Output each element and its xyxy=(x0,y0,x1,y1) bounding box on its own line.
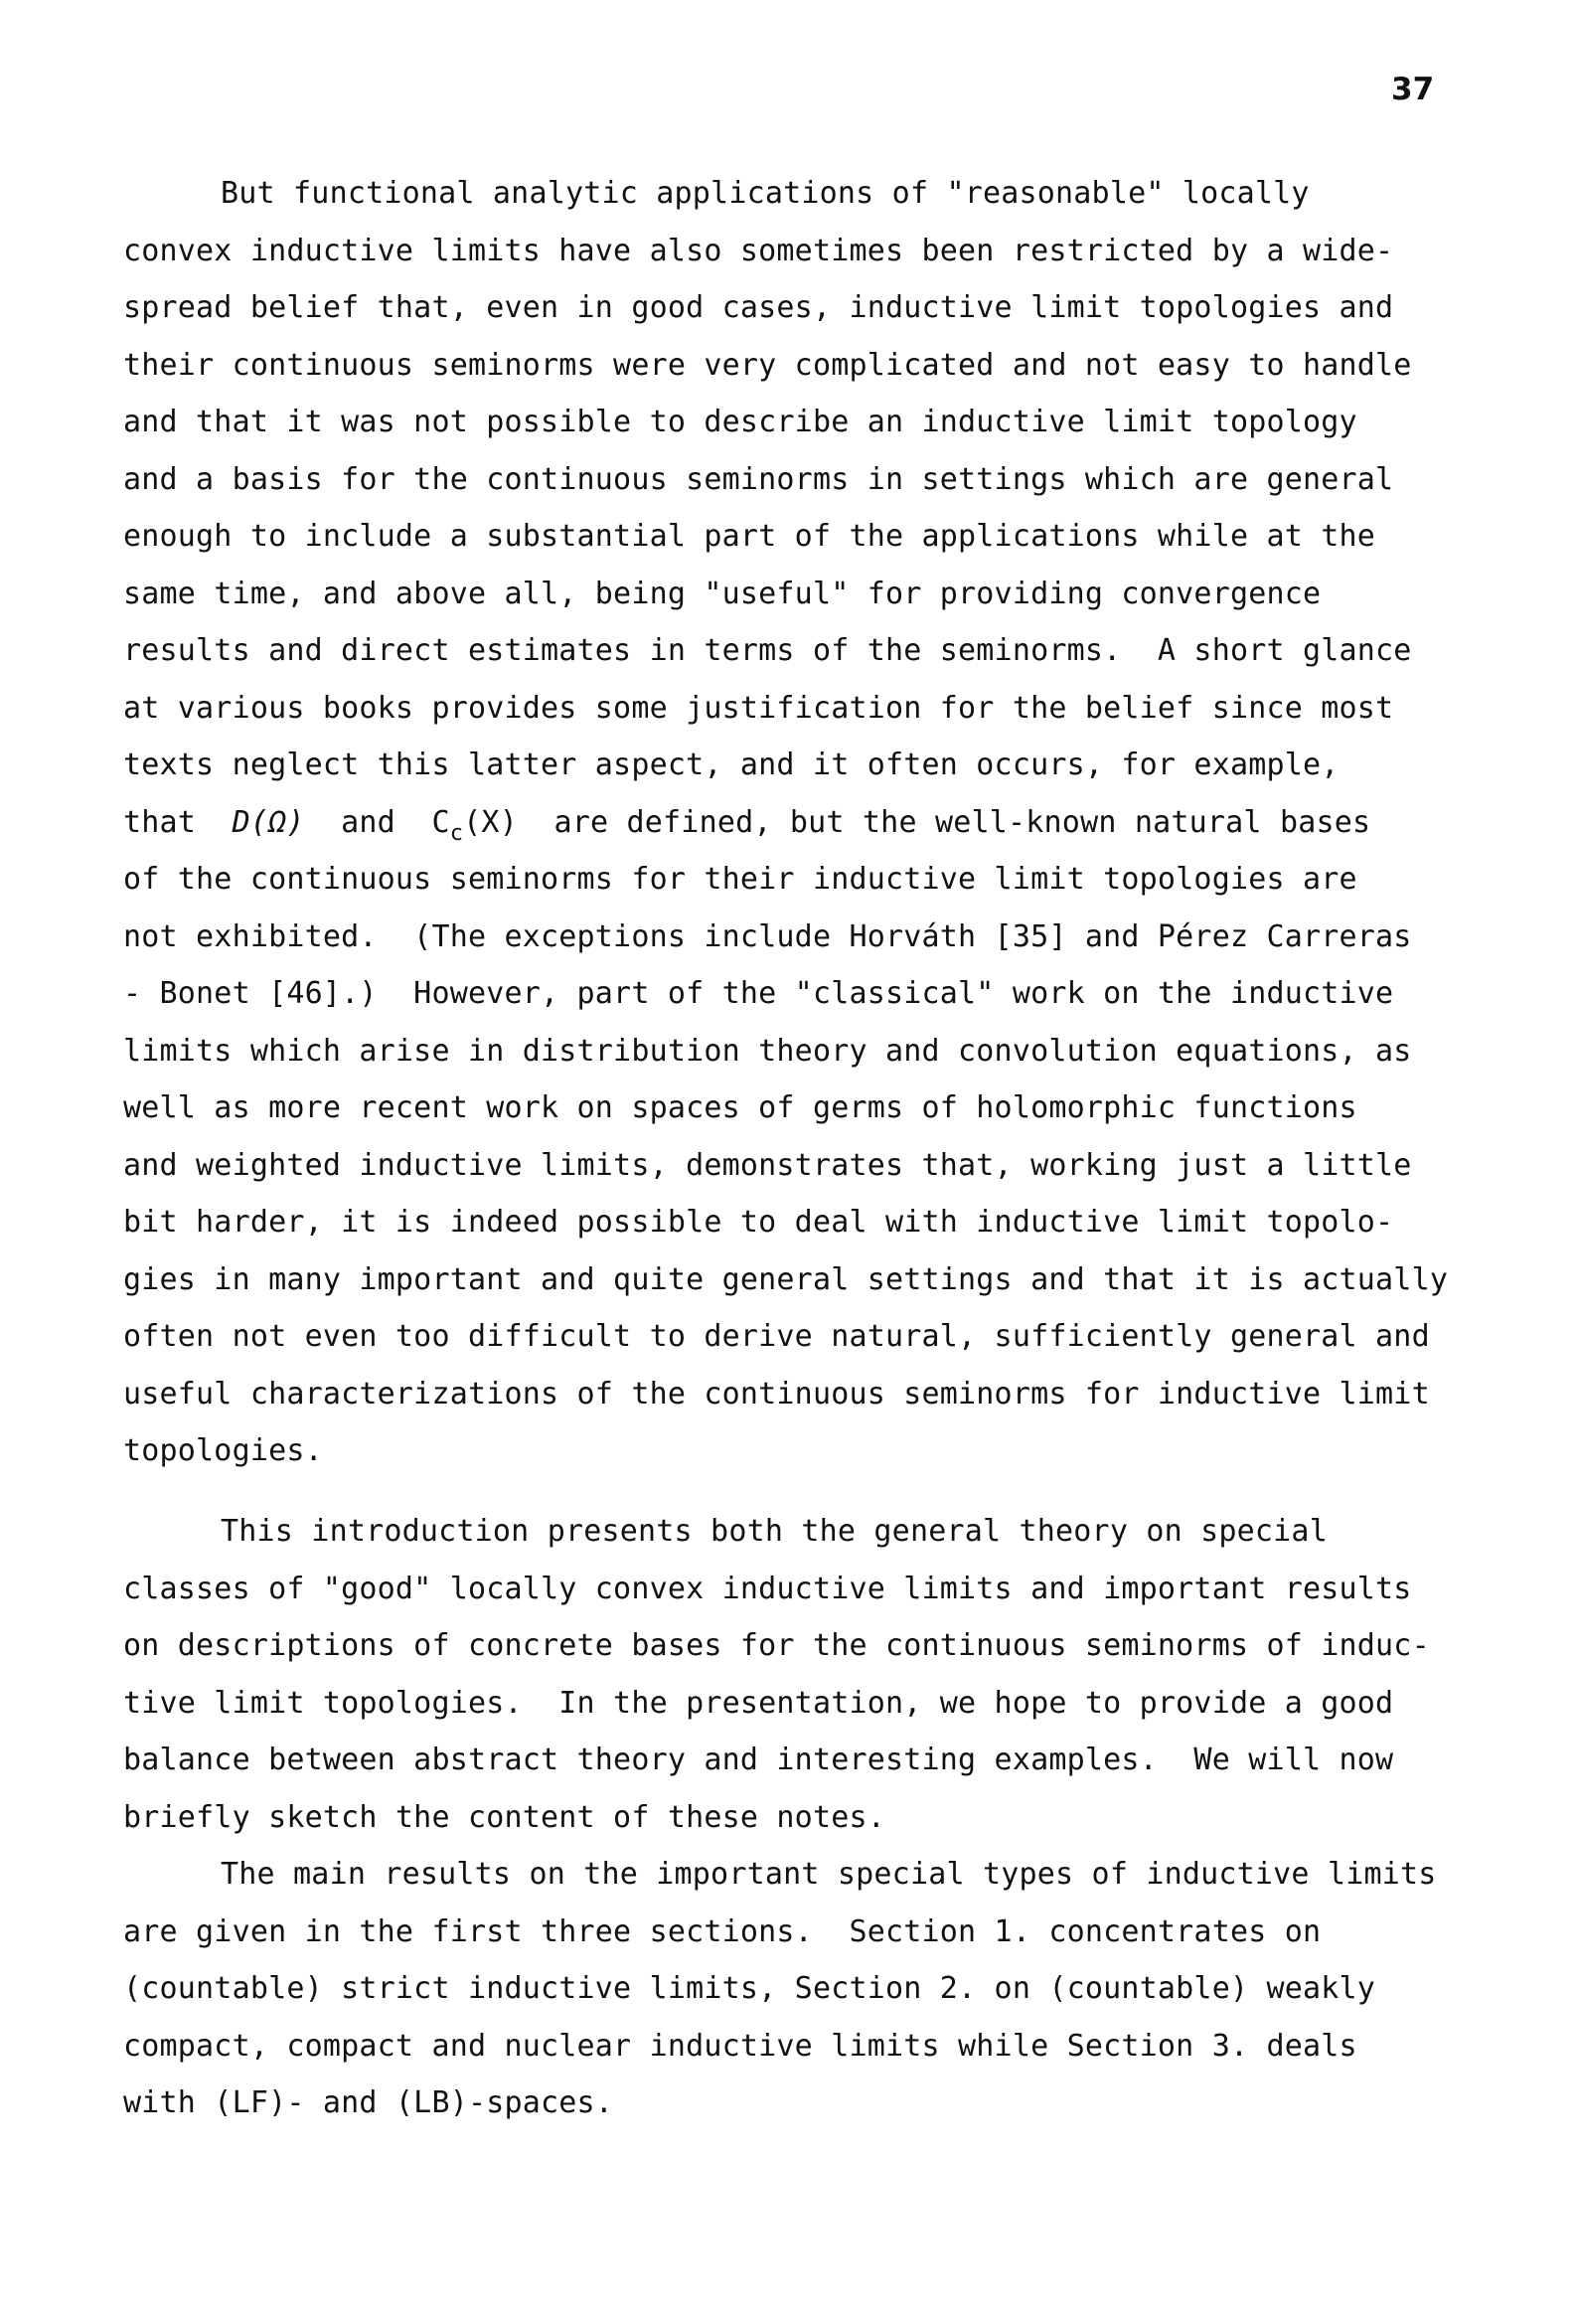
subscript-c: c xyxy=(449,820,464,846)
line-prefix: that xyxy=(123,804,233,840)
text-line: and that it was not possible to describe an inductive limit topology xyxy=(123,405,1357,439)
text-line: briefly sketch the content of these notes. xyxy=(123,1799,885,1835)
text-line: limits which arise in distribution theory and convolution equations, as xyxy=(123,1033,1412,1069)
paragraph-3 xyxy=(123,1846,1455,2132)
text-line: topologies. xyxy=(123,1433,323,1468)
text-line: texts neglect this latter aspect, and it often occurs, for example, xyxy=(123,747,1340,782)
text-line: not exhibited. (The exceptions include Horváth [35] and Pérez Carreras xyxy=(123,918,1412,954)
text-line: compact, compact and nuclear inductive limits while Section 3. deals xyxy=(123,2028,1357,2064)
text-line: - Bonet [46].) However, part of the "classical" work on the inductive xyxy=(123,976,1394,1011)
paragraph-2 xyxy=(123,1503,1455,1846)
text-line: at various books provides some justification for the belief since most xyxy=(123,690,1394,726)
text-line-with-math xyxy=(123,794,1455,852)
text-line: classes of "good" locally convex inductive limits and important results xyxy=(123,1571,1412,1606)
text-line: their continuous seminorms were very complicated and not easy to handle xyxy=(123,347,1412,383)
text-line: This introduction presents both the general theory on special xyxy=(221,1514,1328,1549)
d-omega-symbol: D(Ω) xyxy=(232,804,305,840)
text-line: with (LF)- and (LB)-spaces. xyxy=(123,2085,614,2120)
text-line: But functional analytic applications of "reasonable" locally xyxy=(221,176,1310,211)
text-line: convex inductive limits have also sometimes been restricted by a wide- xyxy=(123,233,1394,268)
text-line: balance between abstract theory and interesting examples. We will now xyxy=(123,1743,1394,1777)
text-line: useful characterizations of the continuous seminorms for inductive limit xyxy=(123,1376,1430,1411)
text-line: The main results on the important special types of inductive limits xyxy=(221,1857,1437,1892)
text-line: well as more recent work on spaces of germs of holomorphic functions xyxy=(123,1090,1357,1125)
text-line: same time, and above all, being "useful" for providing convergence xyxy=(123,576,1322,611)
text-line: (countable) strict inductive limits, Section 2. on (countable) weakly xyxy=(123,1971,1376,2006)
text-line: and weighted inductive limits, demonstrates that, working just a little xyxy=(123,1147,1412,1183)
text-line: on descriptions of concrete bases for the continuous seminorms of induc- xyxy=(123,1628,1430,1663)
paragraph-1 xyxy=(123,165,1455,1480)
text-line: are given in the first three sections. Section 1. concentrates on xyxy=(123,1913,1322,1949)
text-line: bit harder, it is indeed possible to deal with inductive limit topolo- xyxy=(123,1205,1394,1240)
text-line: often not even too difficult to derive natural, sufficiently general and xyxy=(123,1319,1430,1354)
page-number: 37 xyxy=(1391,72,1435,107)
text-line: enough to include a substantial part of the applications while at the xyxy=(123,519,1376,554)
text-line: of the continuous seminorms for their inductive limit topologies are xyxy=(123,862,1357,897)
text-line: gies in many important and quite general settings and that it is actually xyxy=(123,1261,1449,1297)
text-line: results and direct estimates in terms of the seminorms. A short glance xyxy=(123,633,1412,668)
text-line: and a basis for the continuous seminorms in settings which are general xyxy=(123,461,1394,497)
text-line: tive limit topologies. In the presentation, we hope to provide a good xyxy=(123,1685,1394,1721)
line-suffix: (X) are defined, but the well-known natural bases xyxy=(463,804,1371,840)
text-line: spread belief that, even in good cases, inductive limit topologies and xyxy=(123,290,1394,325)
line-middle: and C xyxy=(304,804,450,840)
